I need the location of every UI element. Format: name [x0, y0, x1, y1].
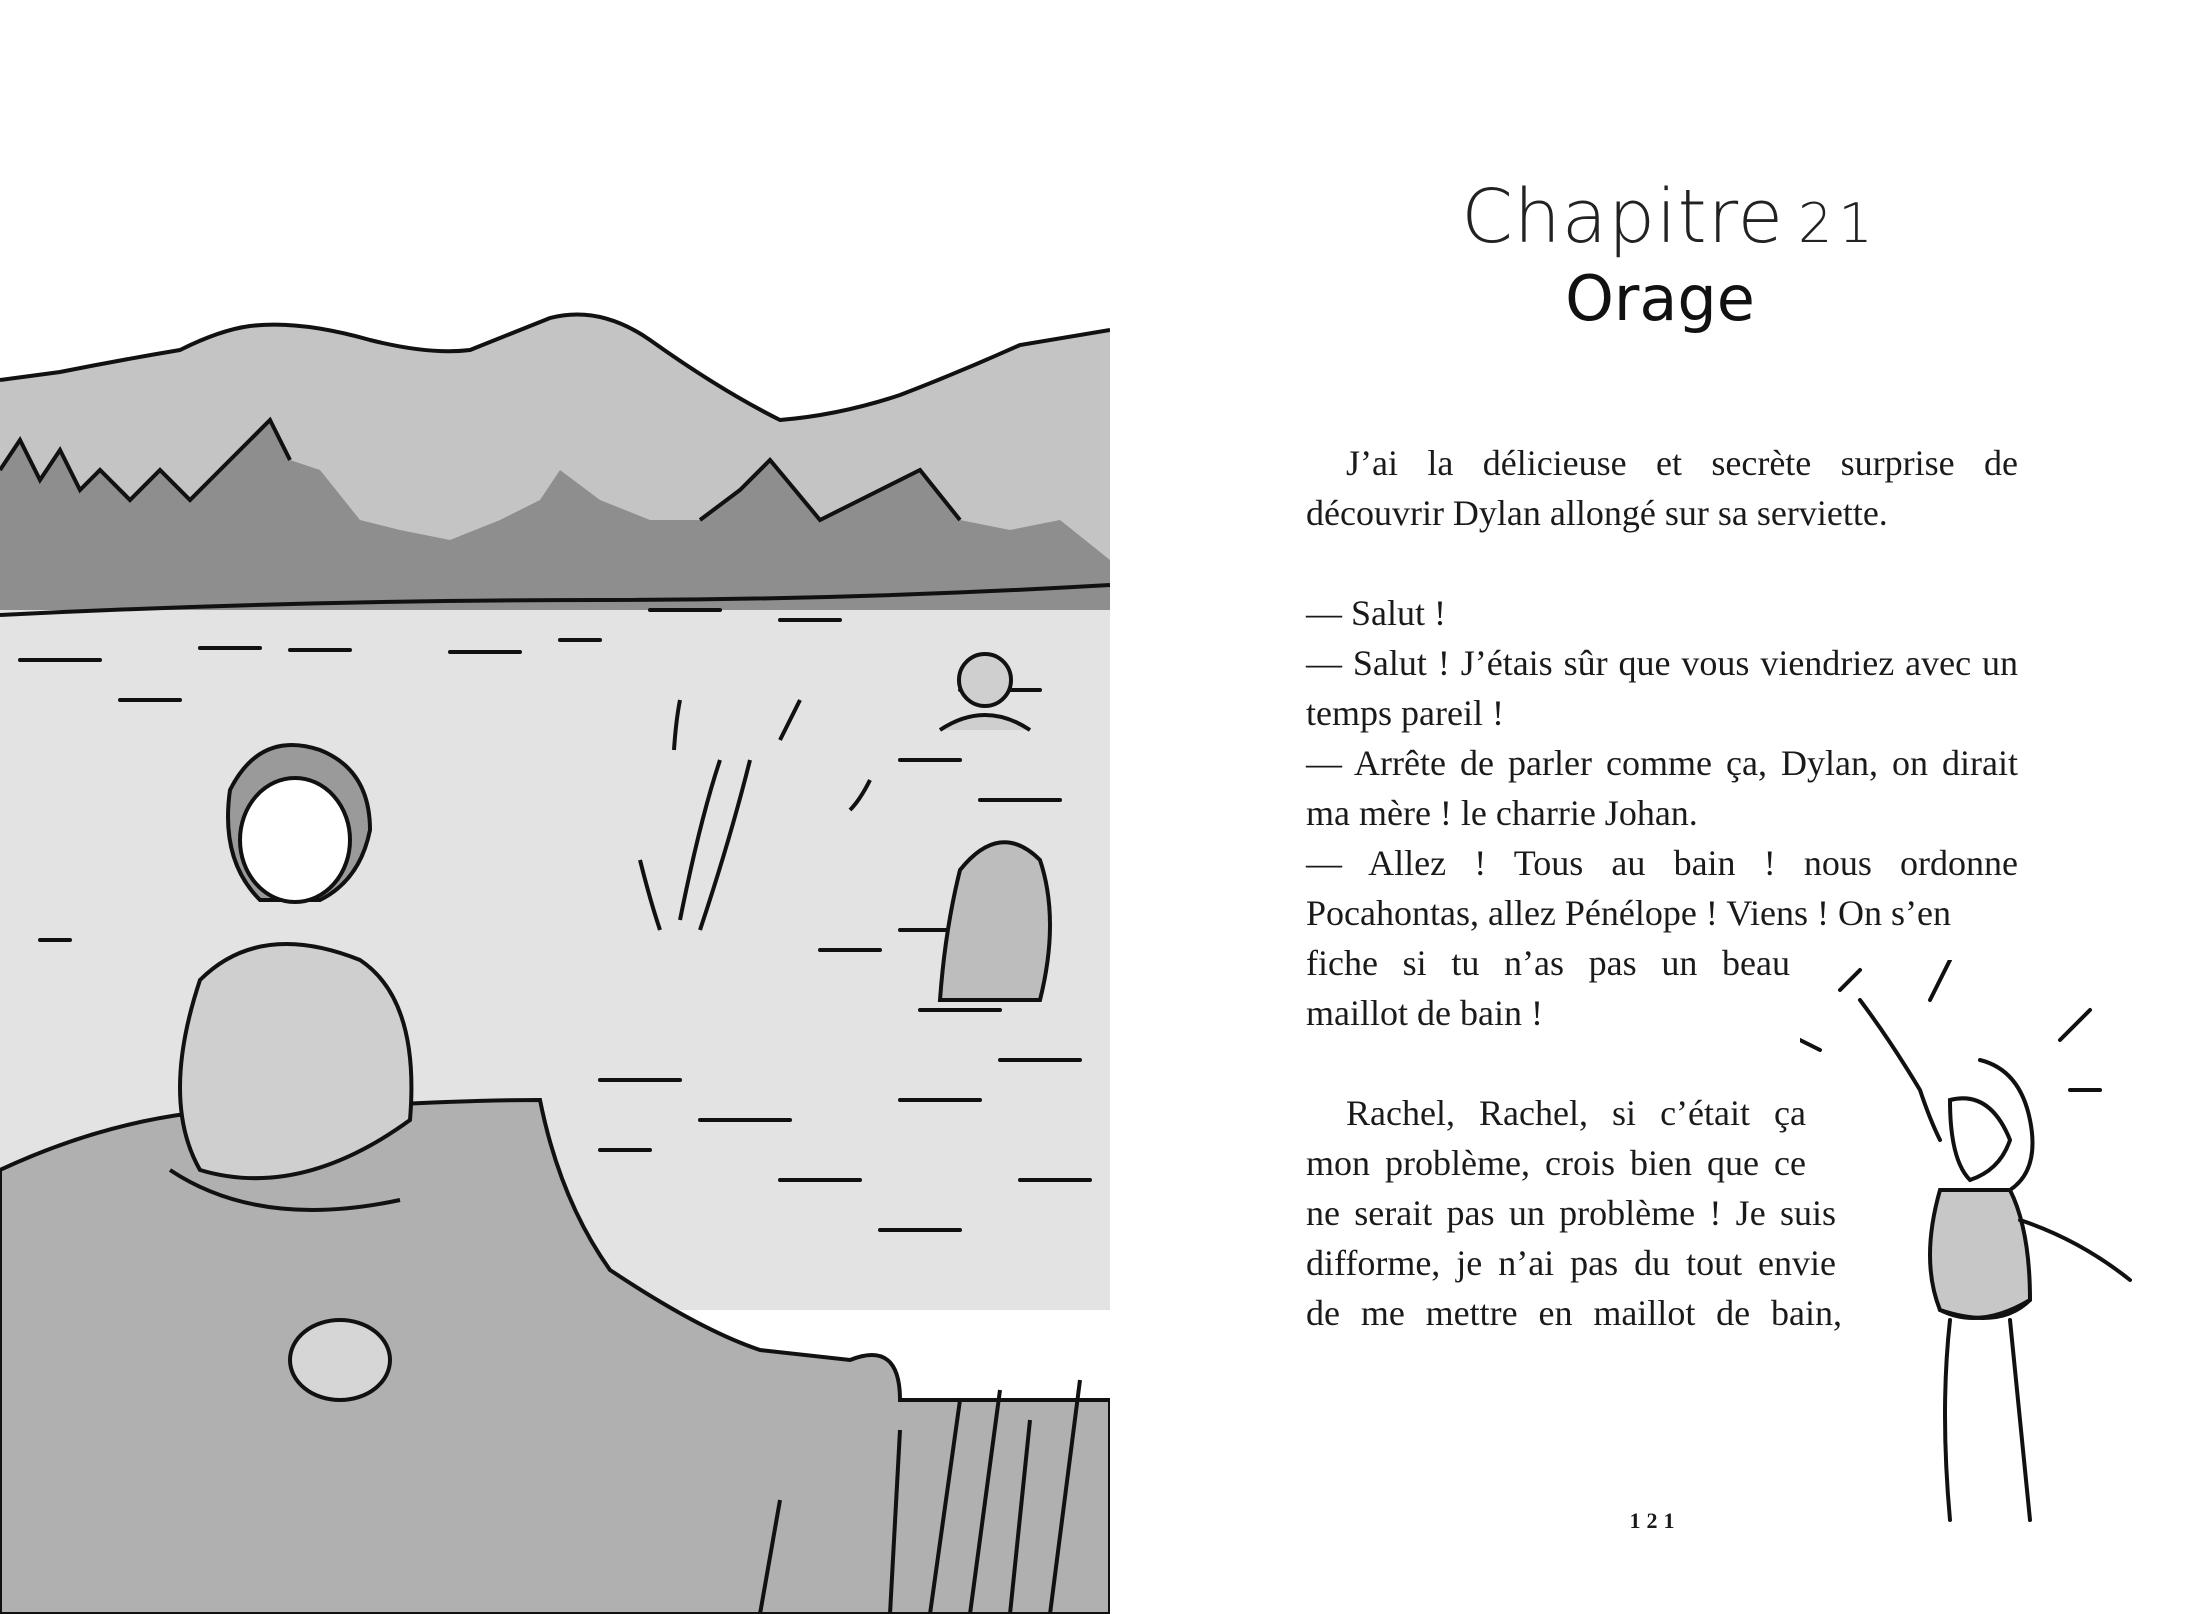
paragraph-line: de me mettre en maillot de bain,	[1306, 1293, 1842, 1333]
waving-girl-illustration	[1800, 960, 2160, 1560]
paragraph-line: difforme, je n’ai pas du tout envie	[1306, 1243, 1836, 1283]
paragraph-line: mon problème, crois bien que ce	[1306, 1143, 1806, 1183]
chapter-number	[1300, 174, 2040, 260]
dialogue-line: — Arrête de parler comme ça, Dylan, on dirait ma mère ! le charrie Johan.	[1306, 743, 2018, 833]
chapter-num: 21	[1798, 192, 1879, 255]
page-number: 121	[1629, 1508, 1681, 1533]
dialogue-line: — Salut !	[1306, 593, 1446, 633]
chapter-heading	[1300, 174, 2040, 335]
dialogue-line: — Allez ! Tous au bain ! nous ordonne Pocahontas, allez Pénélope ! Viens ! On s’en	[1306, 843, 2018, 933]
dialogue-line: — Salut ! J’étais sûr que vous viendriez avec un temps pareil !	[1306, 643, 2018, 733]
dialogue-line: maillot de bain !	[1306, 993, 1543, 1033]
paragraph: J’ai la délicieuse et secrète surprise de découvrir Dylan allongé sur sa serviette.	[1306, 443, 2018, 533]
paragraph-line: ne serait pas un problème ! Je suis	[1306, 1193, 1836, 1233]
chapter-label: Chapitre	[1461, 174, 1785, 260]
chapter-title: Orage	[1565, 262, 1755, 335]
paragraph-line: Rachel, Rachel, si c’était ça	[1346, 1093, 1806, 1133]
sandal	[290, 1320, 390, 1400]
dialogue-line: fiche si tu n’as pas un beau	[1306, 943, 1790, 983]
